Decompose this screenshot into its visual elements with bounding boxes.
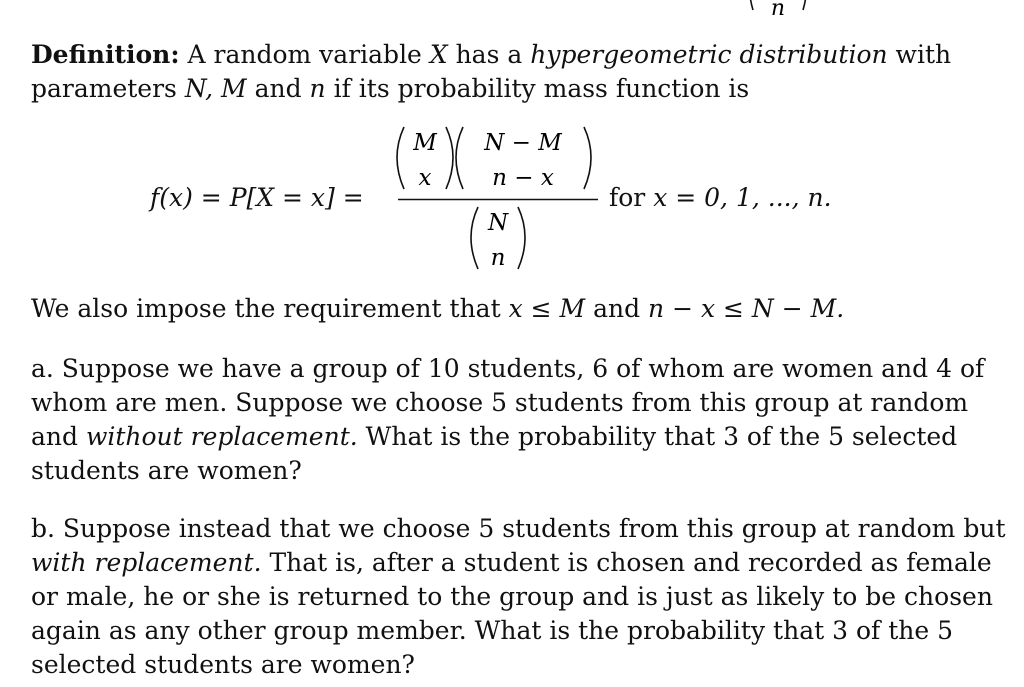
requirement-line: We also impose the requirement that x ≤ M and n − x ≤ N − M. bbox=[31, 294, 845, 323]
fragment-n: n bbox=[770, 0, 786, 20]
part-a-line-1: a. Suppose we have a group of 10 students, 6 of whom are women and 4 of bbox=[31, 354, 985, 383]
binomial-x-bottom: x bbox=[418, 165, 432, 191]
binomial-NM-top: N − M bbox=[484, 130, 562, 156]
part-b-line-2: with replacement. That is, after a student is chosen and recorded as female bbox=[31, 548, 992, 577]
binomial-n-bottom: n bbox=[490, 245, 506, 271]
previous-binomial-fragment bbox=[745, 0, 815, 20]
part-a-line-3: and without replacement. What is the probability that 3 of the 5 selected bbox=[31, 422, 958, 451]
formula-lhs: f(x) = P[X = x] = bbox=[150, 183, 364, 212]
part-b-line-4: again as any other group member. What is the probability that 3 of the 5 bbox=[31, 616, 953, 645]
formula-condition: for x = 0, 1, ..., n. bbox=[609, 183, 832, 212]
without-replacement-emphasis: without replacement. bbox=[85, 422, 358, 451]
variable-X: X bbox=[429, 40, 448, 69]
formula-fraction bbox=[0, 115, 1024, 290]
part-a-line-4: students are women? bbox=[31, 456, 302, 485]
part-b-line-3: or male, he or she is returned to the group and is just as likely to be chosen bbox=[31, 582, 993, 611]
part-a-line-2: whom are men. Suppose we choose 5 students from this group at random bbox=[31, 388, 969, 417]
with-replacement-emphasis: with replacement. bbox=[31, 548, 262, 577]
definition-line-1: Definition: A random variable X has a hypergeometric distribution with bbox=[31, 40, 952, 69]
binomial-nx-bottom: n − x bbox=[492, 165, 554, 191]
binomial-M-top: M bbox=[413, 130, 437, 156]
pmf-formula bbox=[0, 115, 1024, 290]
requirement-math-2: n − x ≤ N − M. bbox=[648, 294, 845, 323]
part-b-line-1: b. Suppose instead that we choose 5 students from this group at random but bbox=[31, 514, 1006, 543]
hypergeometric-term: hypergeometric distribution bbox=[530, 40, 888, 69]
binomial-N-top: N bbox=[487, 210, 509, 236]
part-b-line-5: selected students are women? bbox=[31, 650, 415, 679]
definition-line-2: parameters N, M and n if its probability mass function is bbox=[31, 74, 750, 103]
parameters-NM: N, M bbox=[184, 74, 247, 103]
requirement-math-1: x ≤ M bbox=[508, 294, 586, 323]
parameter-n: n bbox=[309, 74, 326, 103]
definition-label: Definition: bbox=[31, 40, 180, 69]
